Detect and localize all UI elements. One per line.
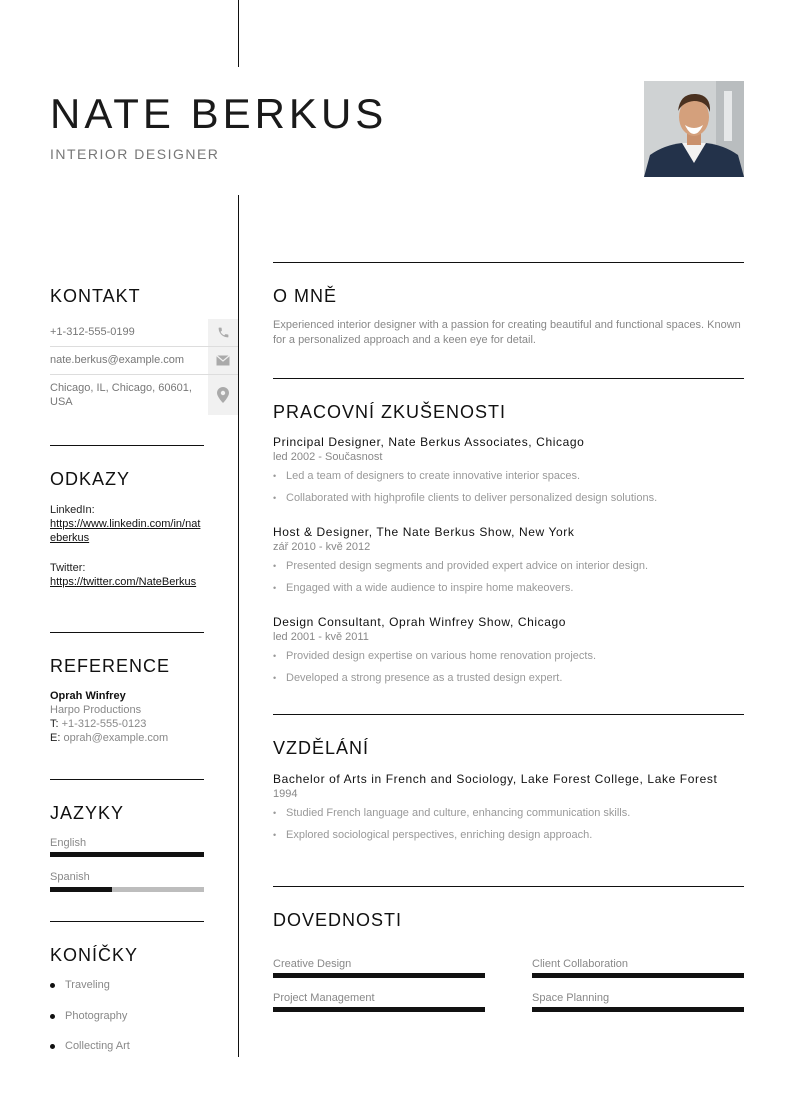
skill-label: Creative Design bbox=[273, 958, 352, 970]
link-label: LinkedIn: bbox=[50, 504, 95, 516]
job-bullet: • Provided design expertise on various home renovation projects. bbox=[273, 649, 744, 663]
language-level-fill bbox=[50, 887, 112, 892]
job-bullets bbox=[273, 559, 744, 595]
hobby-label: Collecting Art bbox=[65, 1040, 130, 1052]
job-title: INTERIOR DESIGNER bbox=[50, 146, 220, 162]
hobbies-heading: KONÍČKY bbox=[50, 945, 139, 965]
job-entry bbox=[273, 525, 744, 603]
skills-heading: DOVEDNOSTI bbox=[273, 910, 403, 930]
reference-name: Oprah Winfrey bbox=[50, 690, 126, 702]
bullet-dot bbox=[50, 1014, 55, 1019]
job-dates: led 2002 - Současnost bbox=[273, 451, 383, 463]
profile-photo bbox=[644, 81, 744, 177]
skill-bar bbox=[273, 973, 485, 978]
skill-item bbox=[532, 958, 744, 970]
skill-item bbox=[273, 992, 485, 1004]
reference-heading: REFERENCE bbox=[50, 656, 171, 676]
education-degree: Bachelor of Arts in French and Sociology, Lake Forest College, Lake Forest bbox=[273, 772, 718, 786]
right-divider bbox=[273, 378, 744, 379]
education-bullets bbox=[273, 806, 744, 842]
contact-address: Chicago, IL, Chicago, 60601, USA bbox=[50, 382, 192, 408]
job-dates: led 2001 - kvě 2011 bbox=[273, 631, 369, 643]
skill-label: Space Planning bbox=[532, 992, 610, 1004]
language-name: English bbox=[50, 837, 87, 849]
education-heading: VZDĚLÁNÍ bbox=[273, 738, 370, 758]
job-bullets bbox=[273, 469, 744, 505]
experience-heading: PRACOVNÍ ZKUŠENOSTI bbox=[273, 402, 507, 422]
job-title: Host & Designer, The Nate Berkus Show, New York bbox=[273, 525, 575, 539]
skill-bar bbox=[532, 1007, 744, 1012]
right-divider bbox=[273, 262, 744, 263]
skill-label: Project Management bbox=[273, 992, 375, 1004]
education-bullet: • Studied French language and culture, enhancing communication skills. bbox=[273, 806, 744, 820]
link-linkedin bbox=[50, 503, 204, 545]
language-spanish bbox=[50, 871, 204, 883]
language-level-bar bbox=[50, 852, 204, 857]
reference-email[interactable]: oprah@example.com bbox=[63, 732, 169, 744]
education-year: 1994 bbox=[273, 788, 298, 800]
link-label: Twitter: bbox=[50, 562, 86, 574]
reference-email-label: E: bbox=[50, 732, 61, 744]
job-entry bbox=[273, 435, 744, 513]
skill-bar bbox=[532, 973, 744, 978]
divider-vertical-top bbox=[238, 0, 239, 67]
link-twitter bbox=[50, 561, 204, 589]
map-pin-icon bbox=[208, 375, 238, 415]
language-level-fill bbox=[50, 852, 204, 857]
education-bullet: • Explored sociological perspectives, enriching design approach. bbox=[273, 828, 744, 842]
about-text: Experienced interior designer with a passion for creating beautiful and functional spaces. Known for a personalized approach and a keen eye for detail. bbox=[273, 319, 741, 346]
envelope-icon bbox=[208, 347, 238, 374]
job-bullet: • Developed a strong presence as a trusted design expert. bbox=[273, 671, 744, 685]
reference-phone[interactable]: +1-312-555-0123 bbox=[61, 718, 147, 730]
hobby-label: Traveling bbox=[65, 979, 110, 991]
left-divider bbox=[50, 779, 204, 780]
full-name: NATE BERKUS bbox=[50, 90, 388, 137]
skill-item bbox=[273, 958, 485, 970]
phone-icon bbox=[208, 319, 238, 346]
job-bullet: • Collaborated with highprofile clients to deliver personalized design solutions. bbox=[273, 491, 744, 505]
links-heading: ODKAZY bbox=[50, 469, 131, 489]
about-heading: O MNĚ bbox=[273, 286, 338, 306]
job-bullet: • Led a team of designers to create innovative interior spaces. bbox=[273, 469, 744, 483]
contact-email-row bbox=[50, 347, 238, 375]
left-divider bbox=[50, 921, 204, 922]
job-entry bbox=[273, 615, 744, 693]
reference-phone-label: T: bbox=[50, 718, 59, 730]
language-level-bar bbox=[50, 887, 204, 892]
bullet-dot bbox=[50, 983, 55, 988]
language-english bbox=[50, 837, 204, 849]
contact-heading: KONTAKT bbox=[50, 286, 141, 306]
reference-company: Harpo Productions bbox=[50, 704, 142, 716]
left-divider bbox=[50, 445, 204, 446]
twitter-url[interactable]: https://twitter.com/NateBerkus bbox=[50, 576, 197, 588]
contact-address-row bbox=[50, 375, 238, 415]
education-entry bbox=[273, 772, 744, 850]
job-bullets bbox=[273, 649, 744, 685]
skill-label: Client Collaboration bbox=[532, 958, 628, 970]
skill-item bbox=[532, 992, 744, 1004]
skill-bar bbox=[273, 1007, 485, 1012]
job-bullet: • Presented design segments and provided expert advice on interior design. bbox=[273, 559, 744, 573]
right-divider bbox=[273, 714, 744, 715]
right-divider bbox=[273, 886, 744, 887]
bullet-dot bbox=[50, 1044, 55, 1049]
job-bullet: • Engaged with a wide audience to inspire home makeovers. bbox=[273, 581, 744, 595]
job-title: Design Consultant, Oprah Winfrey Show, Chicago bbox=[273, 615, 567, 629]
contact-phone[interactable]: +1-312-555-0199 bbox=[50, 326, 135, 338]
left-divider bbox=[50, 632, 204, 633]
hobby-label: Photography bbox=[65, 1010, 128, 1022]
linkedin-url[interactable]: https://www.linkedin.com/in/nateberkus bbox=[50, 518, 201, 544]
job-title: Principal Designer, Nate Berkus Associates, Chicago bbox=[273, 435, 585, 449]
divider-vertical-main bbox=[238, 195, 239, 1057]
languages-heading: JAZYKY bbox=[50, 803, 125, 823]
reference-block bbox=[50, 689, 204, 745]
contact-phone-row bbox=[50, 319, 238, 347]
language-name: Spanish bbox=[50, 871, 90, 883]
contact-email[interactable]: nate.berkus@example.com bbox=[50, 354, 185, 366]
job-dates: zář 2010 - kvě 2012 bbox=[273, 541, 371, 553]
